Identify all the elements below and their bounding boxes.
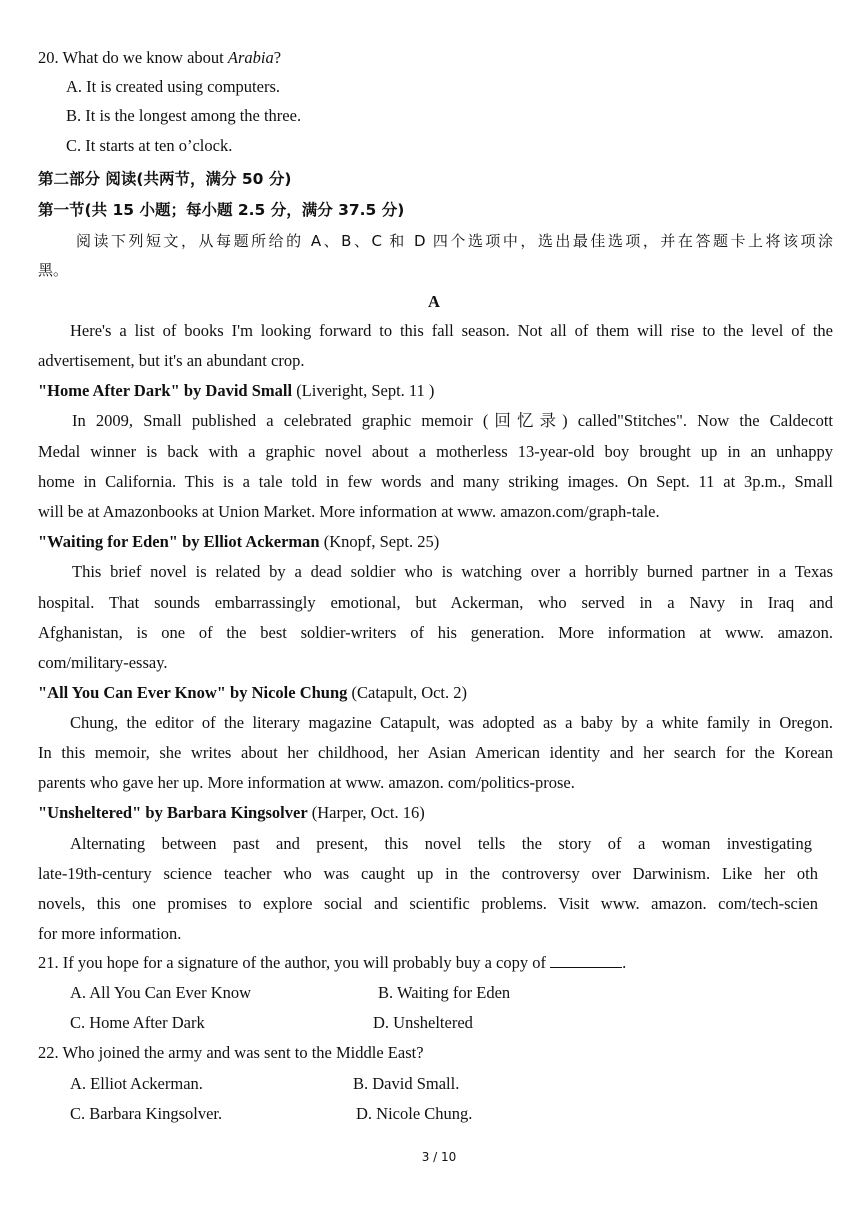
section1-heading: 第一节(共 15 小题；每小题 2.5 分，满分 37.5 分) bbox=[38, 201, 405, 219]
q21-option-b: B. Waiting for Eden bbox=[378, 983, 511, 1002]
book-4-line-2: late-19th-century science teacher who was caught up in the controversy over Darwinism. Like her oth bbox=[38, 864, 818, 883]
q21-stem bbox=[38, 953, 626, 973]
instructions-line-1: 阅读下列短文，从每题所给的 A、B、C 和 D 四个选项中，选出最佳选项，并在答题卡上将该项涂 bbox=[76, 232, 833, 250]
book-3-title: "All You Can Ever Know" by Nicole Chung bbox=[38, 683, 348, 702]
book-1-line-4: will be at Amazonbooks at Union Market. More information at www. amazon.com/graph-tale. bbox=[38, 502, 660, 521]
book-3-line-1: Chung, the editor of the literary magazine Catapult, was adopted as a baby by a white family in Oregon. bbox=[70, 713, 833, 732]
book-1-line-3: home in California. This is a tale told in few words and many striking images. On Sept. 11 at 3p.m., Small bbox=[38, 472, 833, 491]
q20-stem bbox=[38, 48, 281, 68]
part2-heading: 第二部分 阅读(共两节，满分 50 分) bbox=[38, 170, 292, 188]
passage-intro-line-1: Here's a list of books I'm looking forward to this fall season. Not all of them will rise to the level of the bbox=[70, 321, 833, 340]
book-4-line-3: novels, this one promises to explore social and scientific problems. Visit www. amazon. com/tech-scien bbox=[38, 894, 818, 913]
q22-stem: 22. Who joined the army and was sent to the Middle East? bbox=[38, 1043, 424, 1062]
page-number: 3 / 10 bbox=[421, 1150, 457, 1164]
passage-intro-line-2: advertisement, but it's an abundant crop. bbox=[38, 351, 305, 370]
book-2-publisher: (Knopf, Sept. 25) bbox=[319, 532, 440, 551]
book-1-line-2: Medal winner is back with a graphic novel about a motherless 13-year-old boy brought up in an unhappy bbox=[38, 442, 833, 461]
q21-stem-end: . bbox=[622, 953, 627, 972]
q20-stem-end: ? bbox=[273, 48, 282, 67]
q20-stem-text: 20. What do we know about bbox=[38, 48, 228, 67]
q21-option-d: D. Unsheltered bbox=[373, 1013, 473, 1032]
book-4-line-4: for more information. bbox=[38, 924, 182, 943]
book-4-publisher: (Harper, Oct. 16) bbox=[307, 803, 425, 822]
instructions-line-2: 黑。 bbox=[38, 261, 69, 279]
book-1-publisher: (Liveright, Sept. 11 ) bbox=[292, 381, 435, 400]
q21-option-a: A. All You Can Ever Know bbox=[70, 983, 252, 1002]
book-2-line-1: This brief novel is related by a dead soldier who is watching over a horribly burned partner in a Texas bbox=[72, 562, 833, 581]
q20-option-a: A. It is created using computers. bbox=[66, 77, 280, 96]
q20-stem-italic: Arabia bbox=[227, 48, 274, 67]
book-3-heading bbox=[38, 683, 467, 703]
q20-option-b: B. It is the longest among the three. bbox=[66, 106, 302, 125]
q22-option-a: A. Elliot Ackerman. bbox=[70, 1074, 203, 1093]
book-1-line-1: In 2009, Small published a celebrated graphic memoir (回忆录) called"Stitches". Now the Caldecott bbox=[72, 411, 833, 430]
book-2-line-4: com/military-essay. bbox=[38, 653, 168, 672]
book-4-heading bbox=[38, 803, 425, 823]
book-2-title: "Waiting for Eden" by Elliot Ackerman bbox=[38, 532, 320, 551]
passage-letter: A bbox=[428, 292, 440, 311]
book-1-title: "Home After Dark" by David Small bbox=[38, 381, 293, 400]
book-2-line-3: Afghanistan, is one of the best soldier-writers of his generation. More information at www. amazon. bbox=[38, 623, 833, 642]
book-3-line-2: In this memoir, she writes about her childhood, her Asian American identity and her search for the Korean bbox=[38, 743, 833, 762]
book-3-line-3: parents who gave her up. More information at www. amazon. com/politics-prose. bbox=[38, 773, 575, 792]
q22-option-b: B. David Small. bbox=[353, 1074, 460, 1093]
book-2-heading bbox=[38, 532, 439, 552]
q20-option-c: C. It starts at ten o’clock. bbox=[66, 136, 233, 155]
q21-stem-text: 21. If you hope for a signature of the author, you will probably buy a copy of bbox=[38, 953, 551, 972]
book-4-title: "Unsheltered" by Barbara Kingsolver bbox=[38, 803, 308, 822]
book-2-line-2: hospital. That sounds embarrassingly emotional, but Ackerman, who served in a Navy in Iraq and bbox=[38, 593, 833, 612]
q22-option-d: D. Nicole Chung. bbox=[356, 1104, 473, 1123]
q22-option-c: C. Barbara Kingsolver. bbox=[70, 1104, 223, 1123]
answer-blank bbox=[550, 953, 622, 968]
book-4-line-1: Alternating between past and present, this novel tells the story of a woman investigating bbox=[70, 834, 812, 853]
q21-option-c: C. Home After Dark bbox=[70, 1013, 205, 1032]
book-3-publisher: (Catapult, Oct. 2) bbox=[347, 683, 468, 702]
book-1-heading bbox=[38, 381, 434, 401]
